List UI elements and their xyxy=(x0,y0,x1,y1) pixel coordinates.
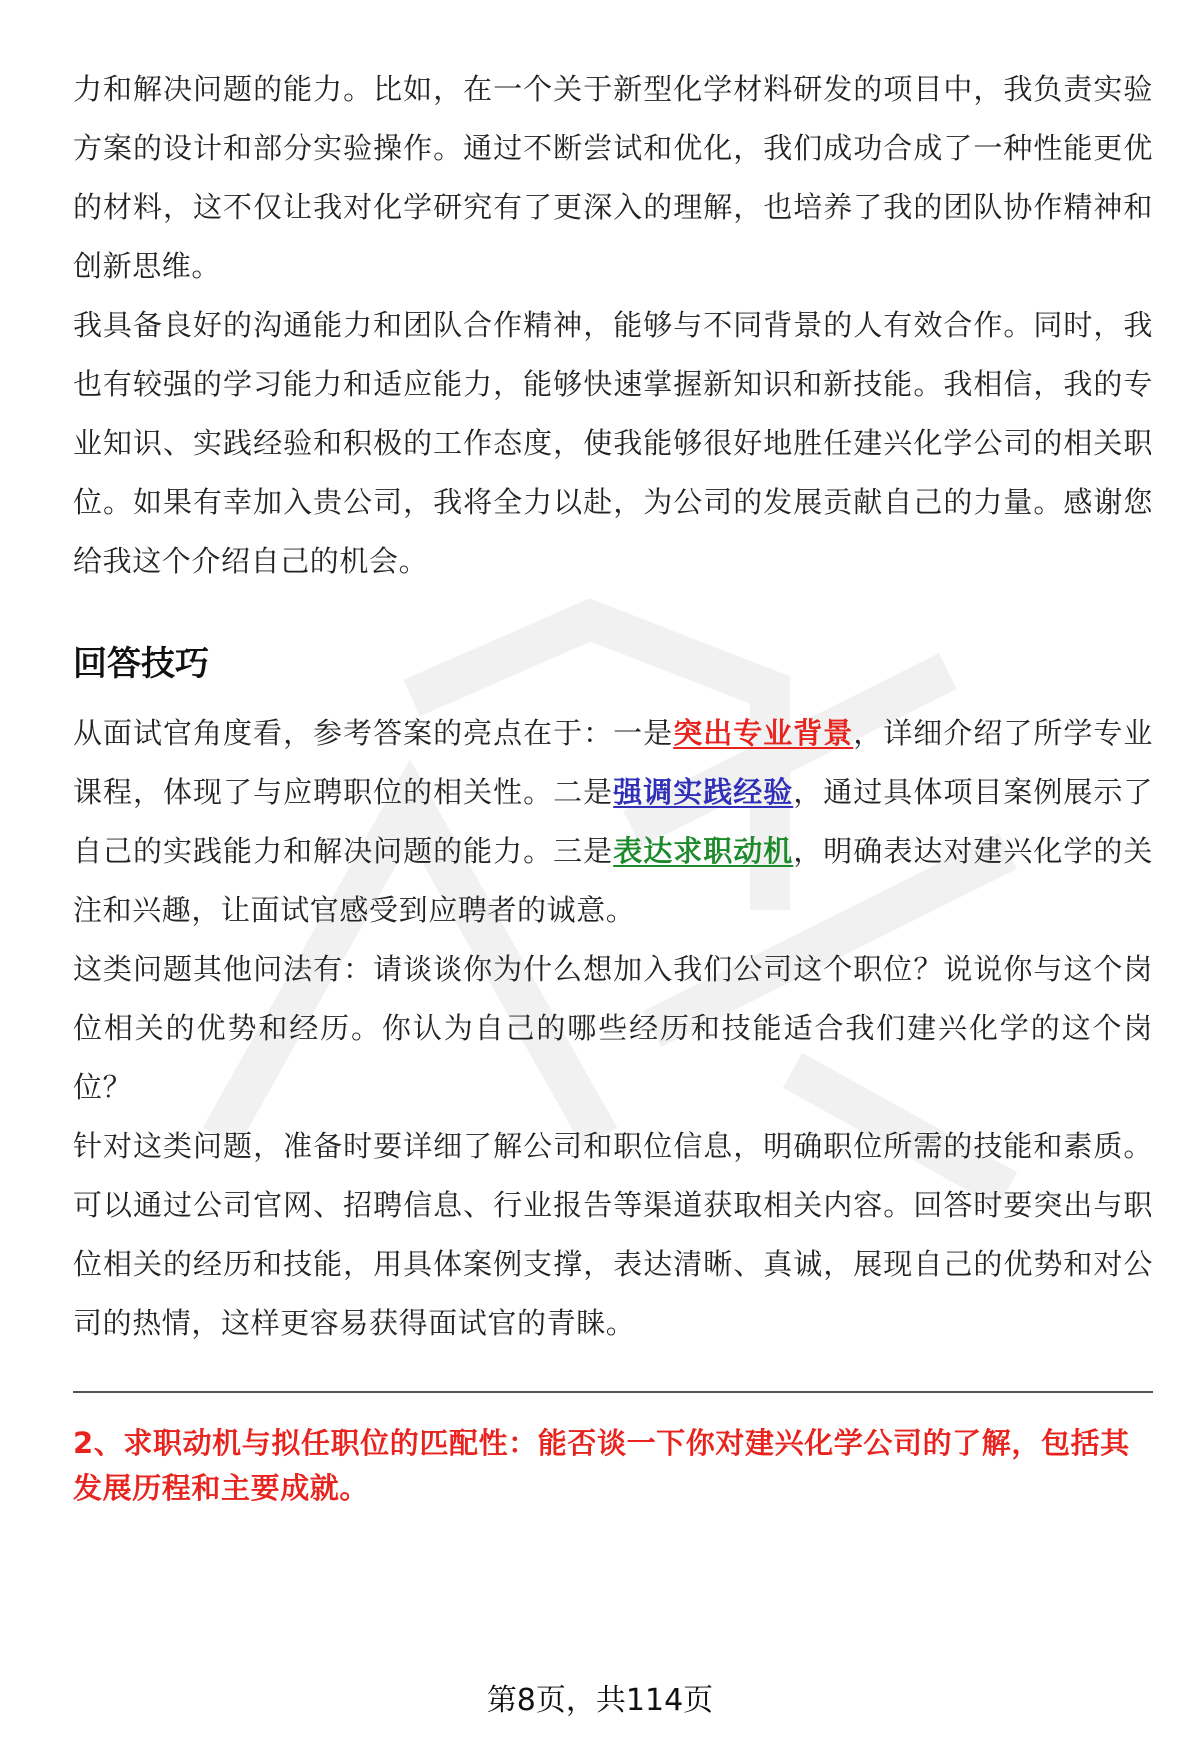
page-number: 第8页，共114页 xyxy=(486,1683,714,1718)
paragraph-other-questions: 这类问题其他问法有：请谈谈你为什么想加入我们公司这个职位？说说你与这个岗位相关的优势和经历。你认为自己的哪些经历和技能适合我们建兴化学的这个岗位？ xyxy=(73,952,1153,1104)
main-content xyxy=(73,60,1153,1511)
next-question-heading: 2、求职动机与拟任职位的匹配性：能否谈一下你对建兴化学公司的了解，包括其发展历程和主要成就。 xyxy=(73,1426,1130,1505)
paragraph-tips xyxy=(73,704,1153,940)
section-divider xyxy=(73,1391,1153,1393)
tips-segment: ，详细介绍了所学专业课程，体现了与应聘职位的相关性。二是 xyxy=(73,716,1153,809)
paragraph-experience: 力和解决问题的能力。比如，在一个关于新型化学材料研发的项目中，我负责实验方案的设计和部分实验操作。通过不断尝试和优化，我们成功合成了一种性能更优的材料，这不仅让我对化学研究有了更深入的理解，也培养了我的团队协作精神和创新思维。 xyxy=(73,72,1153,283)
paragraph-advice: 针对这类问题，准备时要详细了解公司和职位信息，明确职位所需的技能和素质。可以通过公司官网、招聘信息、行业报告等渠道获取相关内容。回答时要突出与职位相关的经历和技能，用具体案例支撑，表达清晰、真诚，展现自己的优势和对公司的热情，这样更容易获得面试官的青睐。 xyxy=(73,1129,1153,1340)
highlight-job-motivation: 表达求职动机 xyxy=(613,834,794,868)
tips-segment: ，通过具体项目案例展示了自己的实践能力和解决问题的能力。三是 xyxy=(73,775,1153,868)
tips-segment: 从面试官角度看，参考答案的亮点在于：一是 xyxy=(73,716,674,750)
highlight-practical-experience: 强调实践经验 xyxy=(613,775,794,809)
highlight-professional-background: 突出专业背景 xyxy=(673,716,854,750)
tips-segment: ，明确表达对建兴化学的关注和兴趣，让面试官感受到应聘者的诚意。 xyxy=(73,834,1153,927)
section-title-answer-tips: 回答技巧 xyxy=(73,644,209,684)
paragraph-strengths: 我具备良好的沟通能力和团队合作精神，能够与不同背景的人有效合作。同时，我也有较强的学习能力和适应能力，能够快速掌握新知识和新技能。我相信，我的专业知识、实践经验和积极的工作态度，使我能够很好地胜任建兴化学公司的相关职位。如果有幸加入贵公司，我将全力以赴，为公司的发展贡献自己的力量。感谢您给我这个介绍自己的机会。 xyxy=(73,308,1153,578)
